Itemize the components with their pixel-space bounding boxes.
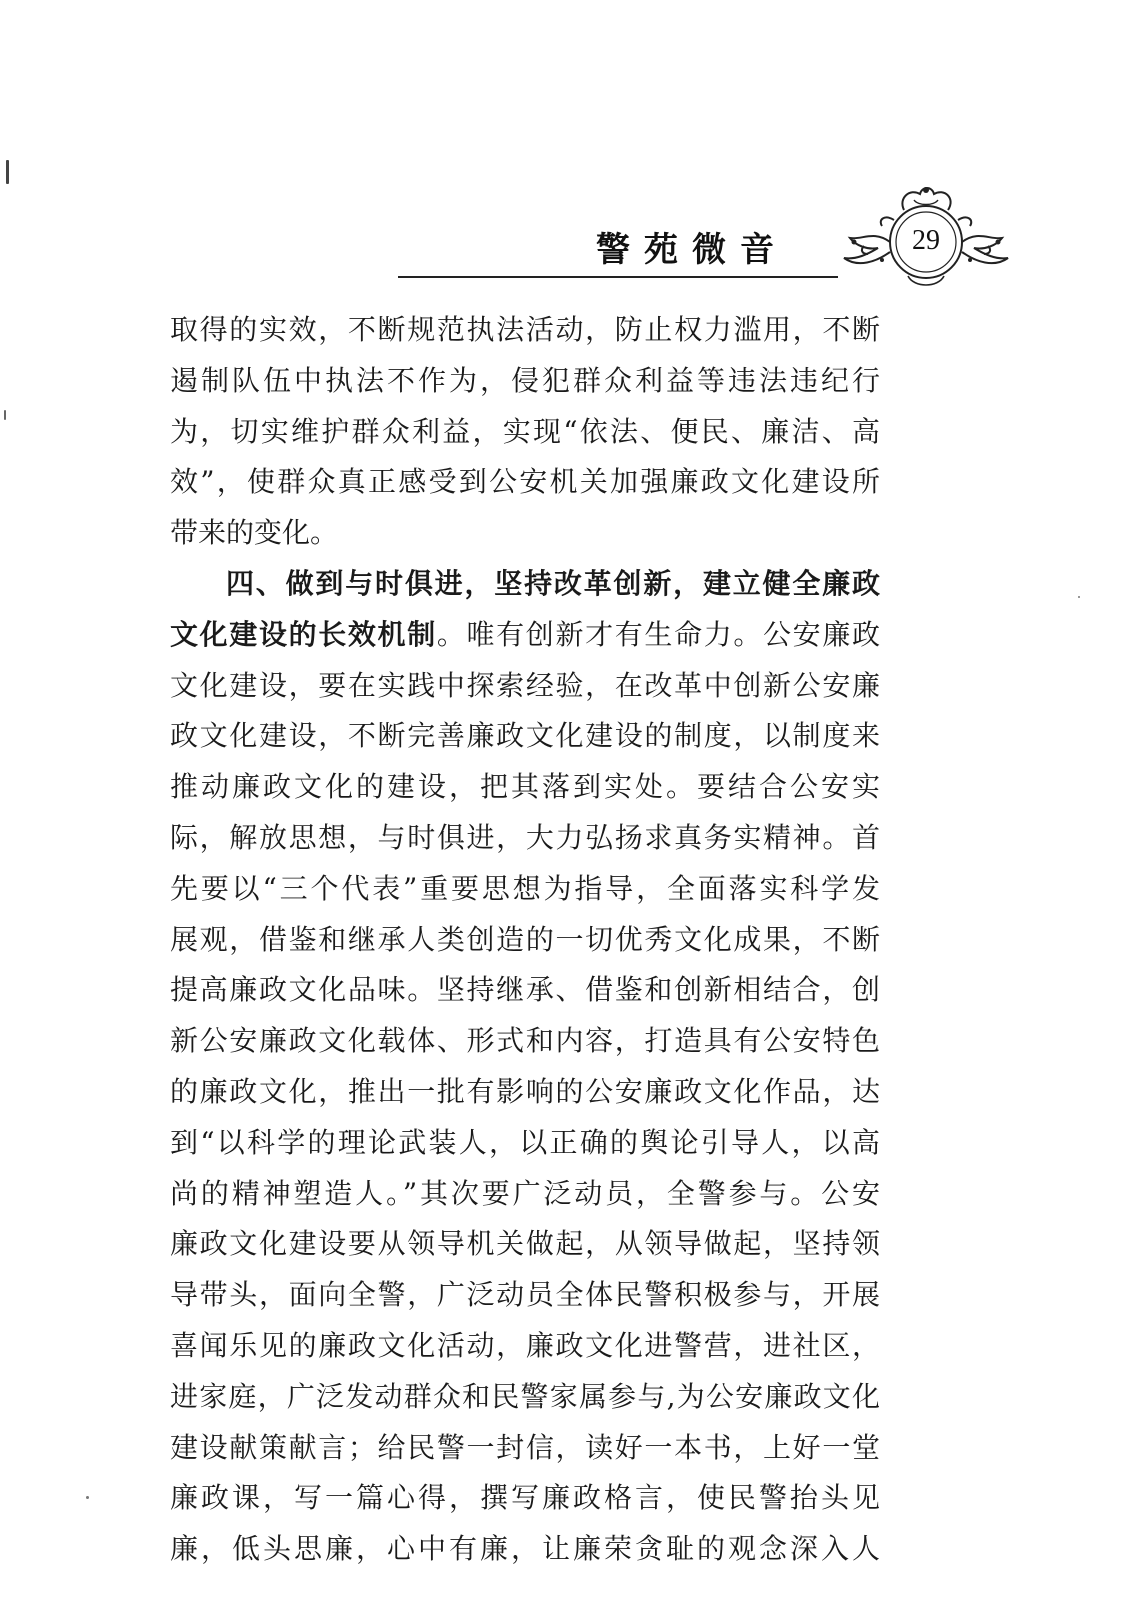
text-line: 廉，低头思廉，心中有廉，让廉荣贪耻的观念深入人	[170, 1532, 880, 1566]
paragraph-2	[170, 559, 880, 1575]
text-line: 导带头，面向全警，广泛动员全体民警积极参与，开展	[170, 1278, 880, 1312]
text-line: 政文化建设，不断完善廉政文化建设的制度，以制度来	[170, 719, 880, 753]
text-line: 廉政文化建设要从领导机关做起，从领导做起，坚持领	[170, 1227, 880, 1261]
text-line: 先要以“三个代表”重要思想为指导，全面落实科学发	[170, 871, 880, 905]
text-line: 效”，使群众真正感受到公安机关加强廉政文化建设所	[170, 465, 880, 499]
text-line: 提高廉政文化品味。坚持继承、借鉴和创新相结合，创	[170, 973, 880, 1007]
text-line: 尚的精神塑造人。”其次要广泛动员，全警参与。公安	[170, 1176, 880, 1210]
text-line: 的廉政文化，推出一批有影响的公安廉政文化作品，达	[170, 1074, 880, 1108]
scan-speck	[1078, 596, 1080, 598]
text-line: 到“以科学的理论武装人，以正确的舆论引导人，以高	[170, 1125, 880, 1159]
text-line: 带来的变化。	[170, 516, 339, 550]
text-line: 为，切实维护群众利益，实现“依法、便民、廉洁、高	[170, 414, 880, 448]
text-line: 建设献策献言；给民警一封信，读好一本书，上好一堂	[170, 1430, 880, 1464]
text-line: 取得的实效，不断规范执法活动，防止权力滥用，不断	[170, 313, 880, 346]
text-line: 际，解放思想，与时俱进，大力弘扬求真务实精神。首	[170, 820, 880, 854]
text-line: 展观，借鉴和继承人类创造的一切优秀文化成果，不断	[170, 922, 880, 956]
text-line: 新公安廉政文化载体、形式和内容，打造具有公安特色	[170, 1024, 880, 1058]
text-line: 喜闻乐见的廉政文化活动，廉政文化进警营，进社区，	[170, 1328, 880, 1362]
page-number: 29	[912, 225, 940, 256]
text-line: 文化建设，要在实践中探索经验，在改革中创新公安廉	[170, 668, 880, 702]
text-line: 进家庭，广泛发动群众和民警家属参与,为公安廉政文化	[170, 1379, 880, 1413]
paragraph-1	[170, 305, 880, 559]
text-line-rest: 。唯有创新才有生命力。公安廉政	[436, 617, 880, 651]
header-title: 警苑微音	[596, 230, 788, 270]
scan-speck	[4, 410, 6, 420]
text-line	[170, 610, 880, 661]
section-heading-continued: 文化建设的长效机制	[170, 617, 437, 651]
text-line: 遏制队伍中执法不作为，侵犯群众利益等违法违纪行	[170, 363, 880, 397]
body-text	[170, 305, 880, 1575]
text-line: 推动廉政文化的建设，把其落到实处。要结合公安实	[170, 770, 880, 804]
scan-speck	[86, 1496, 89, 1499]
text-line: 廉政课，写一篇心得，撰写廉政格言，使民警抬头见	[170, 1481, 880, 1515]
section-heading: 四、做到与时俱进，坚持改革创新，建立健全廉政	[226, 566, 880, 600]
scan-speck	[6, 160, 9, 184]
header-rule	[398, 276, 838, 278]
